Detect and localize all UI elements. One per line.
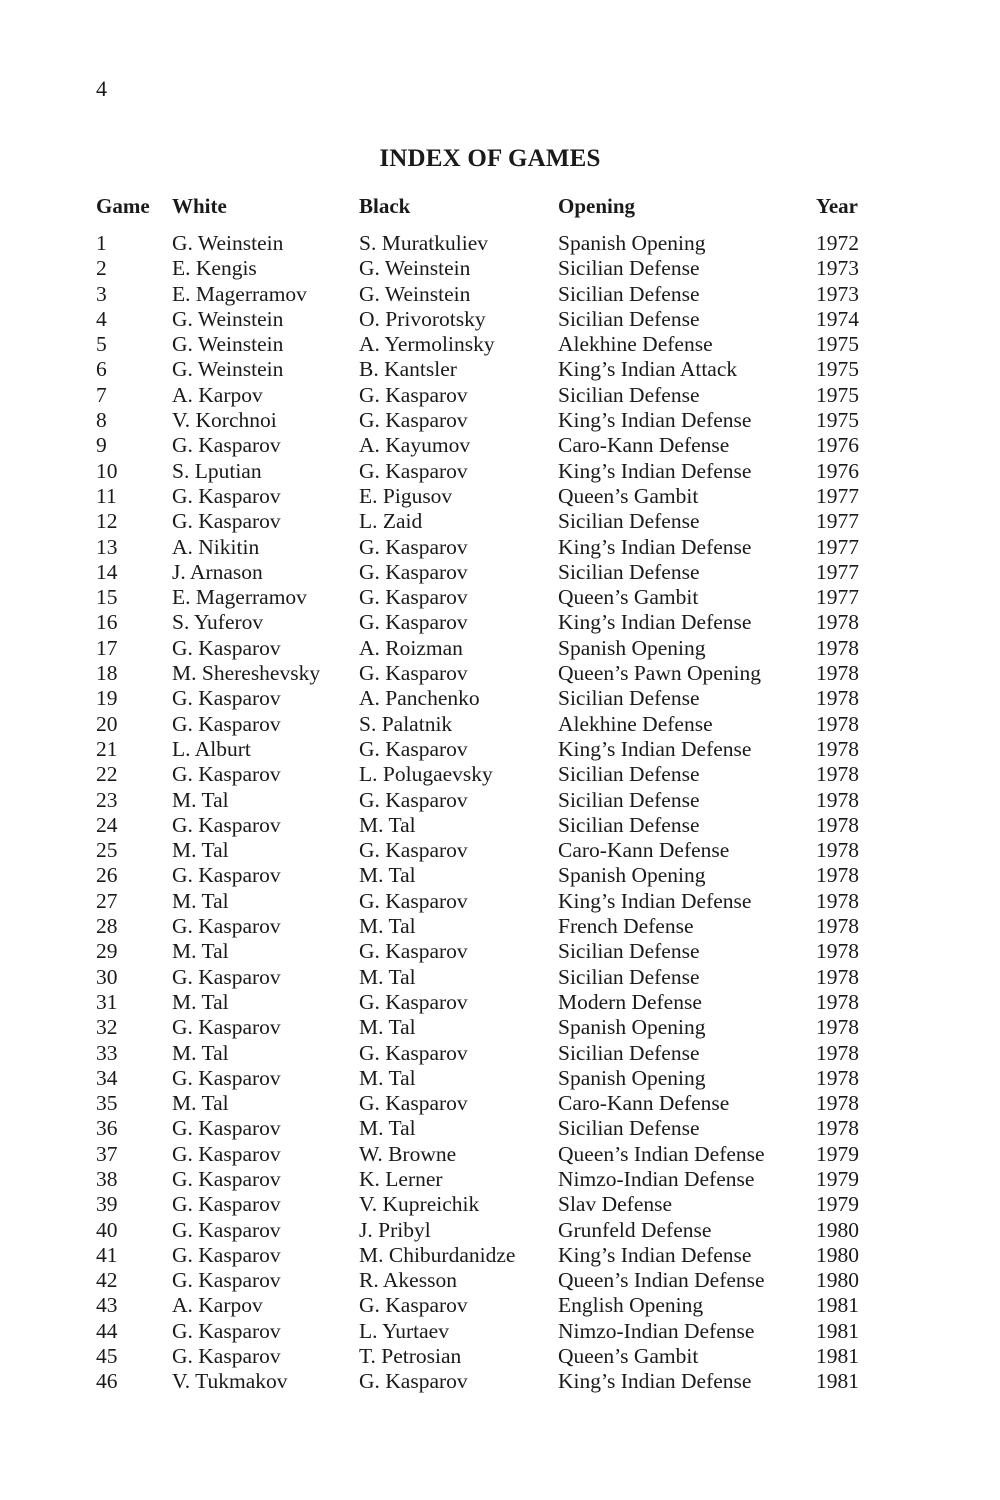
cell-white-player: A. Nikitin: [172, 534, 260, 559]
table-row: [96, 1116, 876, 1141]
table-row: [96, 1167, 876, 1192]
cell-white-player: M. Shereshevsky: [172, 661, 321, 686]
cell-black-player: M. Tal: [359, 1116, 416, 1141]
page-title: INDEX OF GAMES: [379, 145, 601, 172]
cell-white-player: G. Kasparov: [172, 1242, 281, 1267]
cell-game-number: 36: [96, 1116, 118, 1141]
table-row: [96, 459, 876, 484]
cell-white-player: S. Lputian: [172, 458, 262, 483]
cell-game-number: 14: [96, 559, 118, 584]
cell-opening: Sicilian Defense: [558, 382, 700, 407]
table-row: [96, 939, 876, 964]
cell-black-player: G. Kasparov: [359, 787, 468, 812]
cell-year: 1975: [816, 332, 859, 357]
cell-black-player: T. Petrosian: [359, 1344, 462, 1369]
cell-opening: Grunfeld Defense: [558, 1217, 712, 1242]
cell-year: 1978: [816, 888, 859, 913]
cell-opening: King’s Indian Defense: [558, 1369, 752, 1394]
table-row: [96, 408, 876, 433]
cell-opening: Nimzo-Indian Defense: [558, 1318, 755, 1343]
cell-game-number: 26: [96, 863, 118, 888]
table-row: [96, 509, 876, 534]
table-row: [96, 1369, 876, 1394]
table-header: [96, 191, 876, 231]
cell-opening: Sicilian Defense: [558, 762, 700, 787]
cell-black-player: L. Polugaevsky: [359, 762, 493, 787]
table-row: [96, 332, 876, 357]
cell-game-number: 41: [96, 1242, 118, 1267]
cell-white-player: M. Tal: [172, 1091, 229, 1116]
cell-black-player: M. Tal: [359, 1015, 416, 1040]
cell-game-number: 15: [96, 585, 118, 610]
cell-year: 1978: [816, 914, 859, 939]
cell-white-player: G. Kasparov: [172, 1166, 281, 1191]
cell-game-number: 30: [96, 964, 118, 989]
cell-opening: Sicilian Defense: [558, 559, 700, 584]
cell-black-player: M. Tal: [359, 914, 416, 939]
table-row: [96, 686, 876, 711]
cell-opening: Caro-Kann Defense: [558, 1091, 730, 1116]
cell-game-number: 32: [96, 1015, 118, 1040]
cell-white-player: E. Kengis: [172, 256, 257, 281]
cell-white-player: G. Kasparov: [172, 635, 281, 660]
cell-year: 1977: [816, 509, 859, 534]
table-row: [96, 1091, 876, 1116]
cell-opening: Queen’s Gambit: [558, 585, 699, 610]
cell-white-player: G. Kasparov: [172, 1065, 281, 1090]
cell-game-number: 8: [96, 408, 107, 433]
header-black: Black: [359, 194, 411, 218]
cell-opening: Caro-Kann Defense: [558, 433, 730, 458]
cell-opening: Queen’s Gambit: [558, 1344, 699, 1369]
table-row: [96, 433, 876, 458]
cell-white-player: G. Kasparov: [172, 686, 281, 711]
table-row: [96, 712, 876, 737]
cell-opening: Slav Defense: [558, 1192, 673, 1217]
table-row: [96, 1041, 876, 1066]
cell-opening: Sicilian Defense: [558, 1040, 700, 1065]
cell-opening: King’s Indian Attack: [558, 357, 738, 382]
cell-opening: Queen’s Indian Defense: [558, 1141, 765, 1166]
table-row: [96, 1142, 876, 1167]
cell-white-player: S. Yuferov: [172, 610, 264, 635]
games-index-table: [96, 191, 876, 1395]
cell-game-number: 33: [96, 1040, 118, 1065]
cell-white-player: M. Tal: [172, 888, 229, 913]
cell-black-player: M. Tal: [359, 964, 416, 989]
table-row: [96, 1319, 876, 1344]
cell-opening: Sicilian Defense: [558, 306, 700, 331]
cell-black-player: O. Privorotsky: [359, 306, 486, 331]
cell-year: 1975: [816, 357, 859, 382]
cell-opening: King’s Indian Defense: [558, 534, 752, 559]
cell-white-player: G. Kasparov: [172, 711, 281, 736]
table-row: [96, 737, 876, 762]
cell-black-player: B. Kantsler: [359, 357, 457, 382]
cell-white-player: G. Kasparov: [172, 762, 281, 787]
cell-black-player: K. Lerner: [359, 1166, 443, 1191]
cell-opening: Spanish Opening: [558, 1015, 706, 1040]
cell-game-number: 4: [96, 306, 107, 331]
cell-game-number: 35: [96, 1091, 118, 1116]
cell-opening: King’s Indian Defense: [558, 888, 752, 913]
cell-opening: Alekhine Defense: [558, 711, 713, 736]
cell-year: 1978: [816, 838, 859, 863]
cell-year: 1980: [816, 1217, 859, 1242]
cell-opening: King’s Indian Defense: [558, 736, 752, 761]
cell-year: 1973: [816, 281, 859, 306]
cell-white-player: A. Karpov: [172, 382, 263, 407]
cell-white-player: V. Tukmakov: [172, 1369, 288, 1394]
cell-game-number: 5: [96, 332, 107, 357]
cell-white-player: G. Kasparov: [172, 812, 281, 837]
cell-game-number: 16: [96, 610, 118, 635]
cell-game-number: 2: [96, 256, 107, 281]
header-game: Game: [96, 194, 150, 218]
cell-year: 1978: [816, 1040, 859, 1065]
cell-black-player: G. Weinstein: [359, 256, 471, 281]
cell-black-player: M. Tal: [359, 812, 416, 837]
cell-year: 1978: [816, 711, 859, 736]
cell-opening: French Defense: [558, 914, 694, 939]
cell-white-player: M. Tal: [172, 1040, 229, 1065]
cell-white-player: G. Weinstein: [172, 231, 284, 255]
cell-opening: Nimzo-Indian Defense: [558, 1166, 755, 1191]
cell-black-player: G. Kasparov: [359, 382, 468, 407]
cell-white-player: E. Magerramov: [172, 585, 307, 610]
table-row: [96, 661, 876, 686]
cell-year: 1980: [816, 1242, 859, 1267]
cell-year: 1978: [816, 989, 859, 1014]
cell-opening: Spanish Opening: [558, 1065, 706, 1090]
cell-white-player: L. Alburt: [172, 736, 251, 761]
cell-opening: Sicilian Defense: [558, 964, 700, 989]
cell-black-player: G. Kasparov: [359, 1293, 468, 1318]
cell-year: 1973: [816, 256, 859, 281]
cell-year: 1977: [816, 585, 859, 610]
cell-game-number: 24: [96, 812, 118, 837]
table-row: [96, 560, 876, 585]
cell-black-player: G. Kasparov: [359, 989, 468, 1014]
cell-white-player: G. Kasparov: [172, 509, 281, 534]
table-row: [96, 788, 876, 813]
cell-opening: Modern Defense: [558, 989, 702, 1014]
table-row: [96, 762, 876, 787]
table-row: [96, 1066, 876, 1091]
cell-white-player: G. Kasparov: [172, 1015, 281, 1040]
cell-year: 1975: [816, 382, 859, 407]
header-opening: Opening: [558, 194, 636, 218]
cell-white-player: G. Weinstein: [172, 357, 284, 382]
table-row: [96, 256, 876, 281]
table-row: [96, 1192, 876, 1217]
cell-year: 1979: [816, 1141, 859, 1166]
table-row: [96, 1268, 876, 1293]
cell-black-player: A. Yermolinsky: [359, 332, 495, 357]
cell-white-player: M. Tal: [172, 787, 229, 812]
cell-black-player: G. Kasparov: [359, 458, 468, 483]
cell-opening: Sicilian Defense: [558, 1116, 700, 1141]
table-row: [96, 914, 876, 939]
cell-year: 1978: [816, 1116, 859, 1141]
cell-game-number: 25: [96, 838, 118, 863]
cell-black-player: A. Kayumov: [359, 433, 471, 458]
cell-opening: English Opening: [558, 1293, 704, 1318]
table-row: [96, 307, 876, 332]
cell-white-player: G. Kasparov: [172, 1192, 281, 1217]
table-row: [96, 383, 876, 408]
header-year: Year: [816, 194, 858, 218]
cell-year: 1979: [816, 1192, 859, 1217]
cell-game-number: 6: [96, 357, 107, 382]
cell-game-number: 18: [96, 661, 118, 686]
table-row: [96, 357, 876, 382]
header-white: White: [172, 194, 227, 218]
cell-black-player: G. Kasparov: [359, 585, 468, 610]
cell-black-player: W. Browne: [359, 1141, 457, 1166]
cell-white-player: A. Karpov: [172, 1293, 263, 1318]
cell-black-player: R. Akesson: [359, 1268, 457, 1293]
cell-year: 1981: [816, 1318, 859, 1343]
cell-game-number: 37: [96, 1141, 118, 1166]
cell-game-number: 34: [96, 1065, 118, 1090]
cell-white-player: G. Kasparov: [172, 1318, 281, 1343]
cell-white-player: G. Weinstein: [172, 332, 284, 357]
cell-year: 1979: [816, 1166, 859, 1191]
cell-black-player: A. Roizman: [359, 635, 463, 660]
cell-white-player: M. Tal: [172, 989, 229, 1014]
table-row: [96, 990, 876, 1015]
cell-black-player: G. Kasparov: [359, 408, 468, 433]
cell-opening: Sicilian Defense: [558, 812, 700, 837]
cell-game-number: 31: [96, 989, 118, 1014]
cell-black-player: A. Panchenko: [359, 686, 480, 711]
cell-black-player: G. Kasparov: [359, 1369, 468, 1394]
cell-white-player: G. Kasparov: [172, 483, 281, 508]
cell-year: 1972: [816, 231, 859, 255]
cell-game-number: 44: [96, 1318, 118, 1343]
page-number: 4: [96, 76, 107, 101]
cell-year: 1978: [816, 686, 859, 711]
cell-opening: Spanish Opening: [558, 635, 706, 660]
cell-black-player: S. Palatnik: [359, 711, 453, 736]
cell-black-player: S. Muratkuliev: [359, 231, 488, 255]
cell-black-player: L. Yurtaev: [359, 1318, 449, 1343]
cell-black-player: J. Pribyl: [359, 1217, 431, 1242]
cell-white-player: M. Tal: [172, 939, 229, 964]
cell-year: 1978: [816, 1091, 859, 1116]
cell-white-player: V. Korchnoi: [172, 408, 277, 433]
table-row: [96, 231, 876, 256]
cell-white-player: G. Weinstein: [172, 306, 284, 331]
cell-game-number: 10: [96, 458, 118, 483]
table-row: [96, 813, 876, 838]
cell-black-player: G. Kasparov: [359, 736, 468, 761]
cell-game-number: 13: [96, 534, 118, 559]
table-row: [96, 610, 876, 635]
table-row: [96, 484, 876, 509]
cell-black-player: G. Kasparov: [359, 534, 468, 559]
table-row: [96, 1218, 876, 1243]
cell-year: 1978: [816, 812, 859, 837]
cell-year: 1976: [816, 458, 859, 483]
table-row: [96, 1344, 876, 1369]
cell-opening: Queen’s Gambit: [558, 483, 699, 508]
cell-opening: King’s Indian Defense: [558, 458, 752, 483]
cell-game-number: 39: [96, 1192, 118, 1217]
cell-game-number: 43: [96, 1293, 118, 1318]
cell-year: 1980: [816, 1268, 859, 1293]
cell-opening: King’s Indian Defense: [558, 610, 752, 635]
cell-black-player: G. Kasparov: [359, 888, 468, 913]
cell-black-player: M. Tal: [359, 1065, 416, 1090]
cell-white-player: G. Kasparov: [172, 863, 281, 888]
cell-white-player: G. Kasparov: [172, 914, 281, 939]
cell-game-number: 9: [96, 433, 107, 458]
cell-game-number: 11: [96, 483, 117, 508]
cell-year: 1978: [816, 1015, 859, 1040]
cell-opening: Queen’s Pawn Opening: [558, 661, 762, 686]
cell-white-player: G. Kasparov: [172, 433, 281, 458]
cell-year: 1977: [816, 483, 859, 508]
cell-white-player: M. Tal: [172, 838, 229, 863]
cell-game-number: 7: [96, 382, 107, 407]
cell-white-player: G. Kasparov: [172, 1141, 281, 1166]
cell-year: 1977: [816, 559, 859, 584]
cell-year: 1975: [816, 408, 859, 433]
cell-year: 1981: [816, 1344, 859, 1369]
table-row: [96, 535, 876, 560]
cell-game-number: 23: [96, 787, 118, 812]
cell-year: 1978: [816, 964, 859, 989]
cell-game-number: 1: [96, 231, 107, 255]
cell-opening: Alekhine Defense: [558, 332, 713, 357]
cell-white-player: G. Kasparov: [172, 1344, 281, 1369]
cell-year: 1978: [816, 635, 859, 660]
cell-opening: Sicilian Defense: [558, 509, 700, 534]
cell-black-player: G. Kasparov: [359, 559, 468, 584]
cell-opening: Caro-Kann Defense: [558, 838, 730, 863]
cell-white-player: G. Kasparov: [172, 1116, 281, 1141]
cell-game-number: 12: [96, 509, 118, 534]
table-row: [96, 282, 876, 307]
cell-black-player: G. Kasparov: [359, 1040, 468, 1065]
cell-game-number: 38: [96, 1166, 118, 1191]
cell-year: 1978: [816, 762, 859, 787]
cell-year: 1978: [816, 1065, 859, 1090]
cell-year: 1978: [816, 610, 859, 635]
cell-opening: Sicilian Defense: [558, 281, 700, 306]
cell-opening: Spanish Opening: [558, 231, 706, 255]
cell-white-player: G. Kasparov: [172, 1217, 281, 1242]
cell-opening: Sicilian Defense: [558, 256, 700, 281]
cell-black-player: G. Weinstein: [359, 281, 471, 306]
table-row: [96, 1293, 876, 1318]
cell-game-number: 40: [96, 1217, 118, 1242]
cell-black-player: G. Kasparov: [359, 838, 468, 863]
table-row: [96, 1243, 876, 1268]
table-body: [96, 231, 876, 1395]
cell-game-number: 29: [96, 939, 118, 964]
cell-opening: Sicilian Defense: [558, 686, 700, 711]
cell-white-player: J. Arnason: [172, 559, 263, 584]
cell-white-player: G. Kasparov: [172, 1268, 281, 1293]
cell-opening: Sicilian Defense: [558, 787, 700, 812]
cell-game-number: 3: [96, 281, 107, 306]
cell-opening: King’s Indian Defense: [558, 408, 752, 433]
cell-year: 1974: [816, 306, 859, 331]
table-row: [96, 1015, 876, 1040]
cell-black-player: E. Pigusov: [359, 483, 453, 508]
cell-black-player: M. Chiburdanidze: [359, 1242, 516, 1267]
table-row: [96, 965, 876, 990]
cell-year: 1978: [816, 736, 859, 761]
cell-game-number: 28: [96, 914, 118, 939]
cell-opening: King’s Indian Defense: [558, 1242, 752, 1267]
cell-white-player: G. Kasparov: [172, 964, 281, 989]
table-row: [96, 585, 876, 610]
cell-opening: Sicilian Defense: [558, 939, 700, 964]
cell-year: 1978: [816, 863, 859, 888]
cell-black-player: G. Kasparov: [359, 939, 468, 964]
cell-black-player: G. Kasparov: [359, 661, 468, 686]
cell-year: 1978: [816, 787, 859, 812]
cell-game-number: 42: [96, 1268, 118, 1293]
cell-year: 1978: [816, 939, 859, 964]
cell-black-player: G. Kasparov: [359, 1091, 468, 1116]
table-row: [96, 889, 876, 914]
cell-game-number: 17: [96, 635, 118, 660]
cell-year: 1981: [816, 1293, 859, 1318]
cell-opening: Queen’s Indian Defense: [558, 1268, 765, 1293]
cell-game-number: 21: [96, 736, 118, 761]
table-row: [96, 636, 876, 661]
cell-game-number: 45: [96, 1344, 118, 1369]
cell-black-player: M. Tal: [359, 863, 416, 888]
cell-year: 1978: [816, 661, 859, 686]
cell-game-number: 27: [96, 888, 118, 913]
table-row: [96, 863, 876, 888]
cell-year: 1981: [816, 1369, 859, 1394]
cell-white-player: E. Magerramov: [172, 281, 307, 306]
cell-opening: Spanish Opening: [558, 863, 706, 888]
cell-black-player: G. Kasparov: [359, 610, 468, 635]
cell-year: 1976: [816, 433, 859, 458]
cell-year: 1977: [816, 534, 859, 559]
cell-black-player: V. Kupreichik: [359, 1192, 480, 1217]
cell-black-player: L. Zaid: [359, 509, 423, 534]
cell-game-number: 19: [96, 686, 118, 711]
table-row: [96, 838, 876, 863]
cell-game-number: 20: [96, 711, 118, 736]
cell-game-number: 22: [96, 762, 118, 787]
cell-game-number: 46: [96, 1369, 118, 1394]
header-row: [96, 191, 876, 231]
